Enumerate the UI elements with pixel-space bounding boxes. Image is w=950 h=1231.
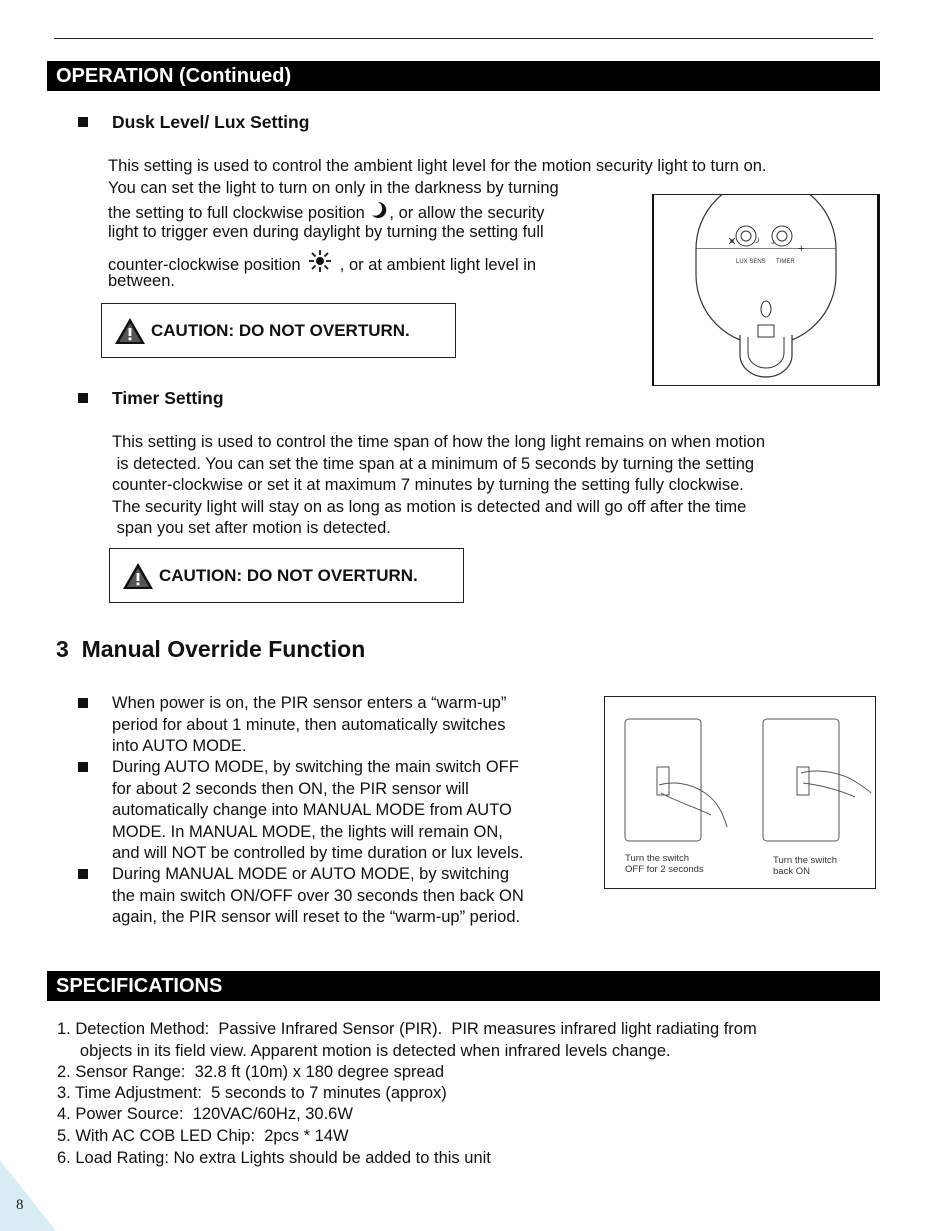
manual-item-2-line: and will NOT be controlled by time duration or lux levels. <box>112 844 524 862</box>
spec-item: 4. Power Source: 120VAC/60Hz, 30.6W <box>57 1105 353 1123</box>
bullet-square <box>78 117 88 127</box>
manual-item-1-line: into AUTO MODE. <box>112 737 247 755</box>
switch-caption-right <box>773 855 837 877</box>
caution-box-timer <box>109 548 464 603</box>
dusk-line-6: between. <box>108 272 175 290</box>
spec-item: 3. Time Adjustment: 5 seconds to 7 minutes (approx) <box>57 1084 447 1102</box>
manual-item-2-line: for about 2 seconds then ON, the PIR sensor will <box>112 779 469 798</box>
manual-item-1-line: period for about 1 minute, then automatically switches <box>112 715 506 734</box>
spec-item: objects in its field view. Apparent motion is detected when infrared levels change. <box>57 1042 671 1060</box>
dusk-line-4: light to trigger even during daylight by turning the setting full <box>108 223 544 241</box>
spec-item: 2. Sensor Range: 32.8 ft (10m) x 180 degree spread <box>57 1063 445 1081</box>
caution-text: CAUTION: DO NOT OVERTURN. <box>159 565 418 585</box>
lux-sens-label: LUX SENS <box>736 259 766 265</box>
switch-caption-left <box>625 853 704 875</box>
dusk-line-3b: , or allow the security <box>389 204 545 222</box>
switch-illustration <box>605 697 875 847</box>
dusk-line-3a: the setting to full clockwise position <box>108 204 365 222</box>
spec-item: 6. Load Rating: No extra Lights should be added to this unit <box>57 1149 491 1167</box>
sun-icon <box>309 250 331 279</box>
switch-figure <box>604 696 876 889</box>
caption-line: OFF for 2 seconds <box>625 864 704 875</box>
caption-line: back ON <box>773 866 810 877</box>
dusk-line-2: You can set the light to turn on only in the darkness by turning <box>108 179 559 197</box>
warning-icon <box>122 562 154 590</box>
timer-line-3: counter-clockwise or set it at maximum 7 minutes by turning the setting fully clockwise. <box>112 476 744 494</box>
dusk-line-5a: counter-clockwise position <box>108 256 301 274</box>
bullet-square <box>78 762 88 772</box>
manual-item-1 <box>112 693 506 758</box>
bullet-square <box>78 869 88 879</box>
spec-item: 5. With AC COB LED Chip: 2pcs * 14W <box>57 1127 349 1145</box>
manual-item-2-line: automatically change into MANUAL MODE from AUTO <box>112 801 512 819</box>
dusk-line-1: This setting is used to control the ambient light level for the motion security light to turn on. <box>108 157 767 175</box>
dusk-line-5b: , or at ambient light level in <box>339 256 537 274</box>
timer-line-2: is detected. You can set the time span at a minimum of 5 seconds by turning the setting <box>112 455 755 473</box>
manual-item-3 <box>112 864 524 929</box>
manual-item-3-line: again, the PIR sensor will reset to the “warm-up” period. <box>112 908 521 926</box>
timer-heading: Timer Setting <box>112 388 224 408</box>
timer-line-5: span you set after motion is detected. <box>112 519 391 537</box>
page-number: 8 <box>16 1197 24 1213</box>
sensor-dial-figure <box>652 194 880 386</box>
manual-item-2-line: During AUTO MODE, by switching the main switch OFF <box>112 758 519 776</box>
sensor-illustration <box>654 195 878 385</box>
minus-label: - <box>771 237 775 249</box>
manual-item-3-line: the main switch ON/OFF over 30 seconds then back ON <box>112 886 524 905</box>
caution-text: CAUTION: DO NOT OVERTURN. <box>151 320 410 340</box>
dusk-heading: Dusk Level/ Lux Setting <box>112 112 310 132</box>
manual-item-1-line: When power is on, the PIR sensor enters a “warm-up” <box>112 694 507 712</box>
timer-line-1: This setting is used to control the time span of how the long light remains on when motion <box>112 433 766 451</box>
caution-box-dusk <box>101 303 456 358</box>
top-rule <box>54 38 873 39</box>
warning-icon <box>114 317 146 345</box>
caption-line: Turn the switch <box>625 853 690 864</box>
bullet-square <box>78 698 88 708</box>
operation-section-bar: OPERATION (Continued) <box>47 61 880 91</box>
spec-item: 1. Detection Method: Passive Infrared Sensor (PIR). PIR measures infrared light radiating from <box>57 1020 757 1038</box>
manual-item-2-line: MODE. In MANUAL MODE, the lights will remain ON, <box>112 822 503 841</box>
plus-label: + <box>798 243 805 255</box>
specifications-section-bar: SPECIFICATIONS <box>47 971 880 1001</box>
page-corner-decoration <box>0 1160 60 1231</box>
bullet-square <box>78 393 88 403</box>
timer-label: TIMER <box>776 259 795 265</box>
manual-override-heading: 3 Manual Override Function <box>56 636 366 662</box>
caption-line: Turn the switch <box>773 855 838 866</box>
manual-item-2 <box>112 757 523 865</box>
timer-line-4: The security light will stay on as long as motion is detected and will go off after the time <box>112 498 747 516</box>
manual-item-3-line: During MANUAL MODE or AUTO MODE, by switching <box>112 865 510 883</box>
